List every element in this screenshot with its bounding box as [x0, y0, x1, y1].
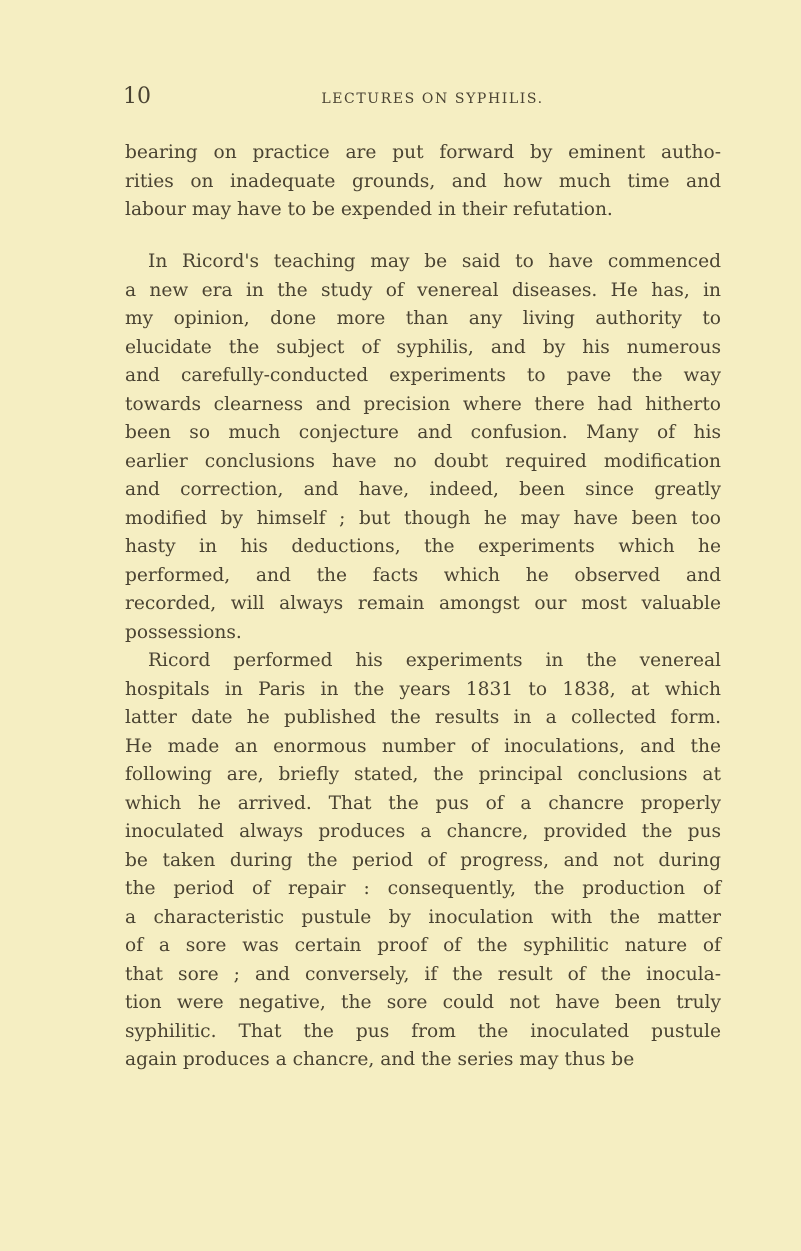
text-line: inoculated always produces a chancre, provided the pus	[125, 821, 721, 842]
text-line: that sore ; and conversely, if the result of the inocula-	[125, 963, 721, 985]
paragraph-continuation	[125, 139, 721, 225]
text-line: a new era in the study of venereal diseases. He has, in	[125, 279, 721, 301]
text-line: towards clearness and precision where there had hitherto	[125, 393, 721, 415]
text-line: again produces a chancre, and the series may thus be	[125, 1049, 635, 1070]
text-line: bearing on practice are put forward by eminent autho-	[125, 142, 721, 163]
text-line: of a sore was certain proof of the syphilitic nature of	[125, 935, 721, 956]
text-line: possessions.	[125, 621, 242, 643]
text-line: the period of repair : consequently, the production of	[125, 878, 721, 899]
running-head: LECTURES ON SYPHILIS.	[321, 91, 544, 107]
text-line: which he arrived. That the pus of a chancre properly	[125, 792, 721, 814]
text-line: been so much conjecture and confusion. Many of his	[125, 422, 721, 443]
text-line: and carefully-conducted experiments to pave the way	[125, 365, 721, 386]
text-line: my opinion, done more than any living authority to	[125, 308, 721, 329]
text-line: hospitals in Paris in the years 1831 to 1838, at which	[125, 678, 721, 700]
text-line: Ricord performed his experiments in the venereal	[148, 650, 721, 671]
text-line: latter date he published the results in a collected form.	[125, 707, 721, 728]
text-line: and correction, and have, indeed, been since greatly	[125, 479, 721, 500]
text-line: labour may have to be expended in their refutation.	[125, 199, 613, 220]
text-line: a characteristic pustule by inoculation with the matter	[125, 906, 721, 928]
page-number: 10	[123, 84, 151, 109]
text-line: syphilitic. That the pus from the inoculated pustule	[125, 1020, 721, 1042]
text-line: elucidate the subject of syphilis, and by his numerous	[125, 336, 721, 358]
text-line: be taken during the period of progress, and not during	[125, 849, 721, 871]
text-line: following are, briefly stated, the principal conclusions at	[125, 764, 721, 785]
paragraph-body	[125, 248, 721, 1075]
text-line: He made an enormous number of inoculations, and the	[125, 735, 721, 757]
text-line: tion were negative, the sore could not have been truly	[125, 992, 721, 1013]
text-line: rities on inadequate grounds, and how much time and	[125, 170, 721, 192]
text-line: earlier conclusions have no doubt required modification	[125, 450, 721, 472]
text-line: modified by himself ; but though he may have been too	[125, 507, 721, 529]
text-line: recorded, will always remain amongst our most valuable	[125, 593, 721, 614]
text-line: performed, and the facts which he observed and	[125, 564, 721, 586]
text-line: In Ricord's teaching may be said to have commenced	[148, 251, 721, 272]
text-line: hasty in his deductions, the experiments which he	[125, 536, 721, 557]
